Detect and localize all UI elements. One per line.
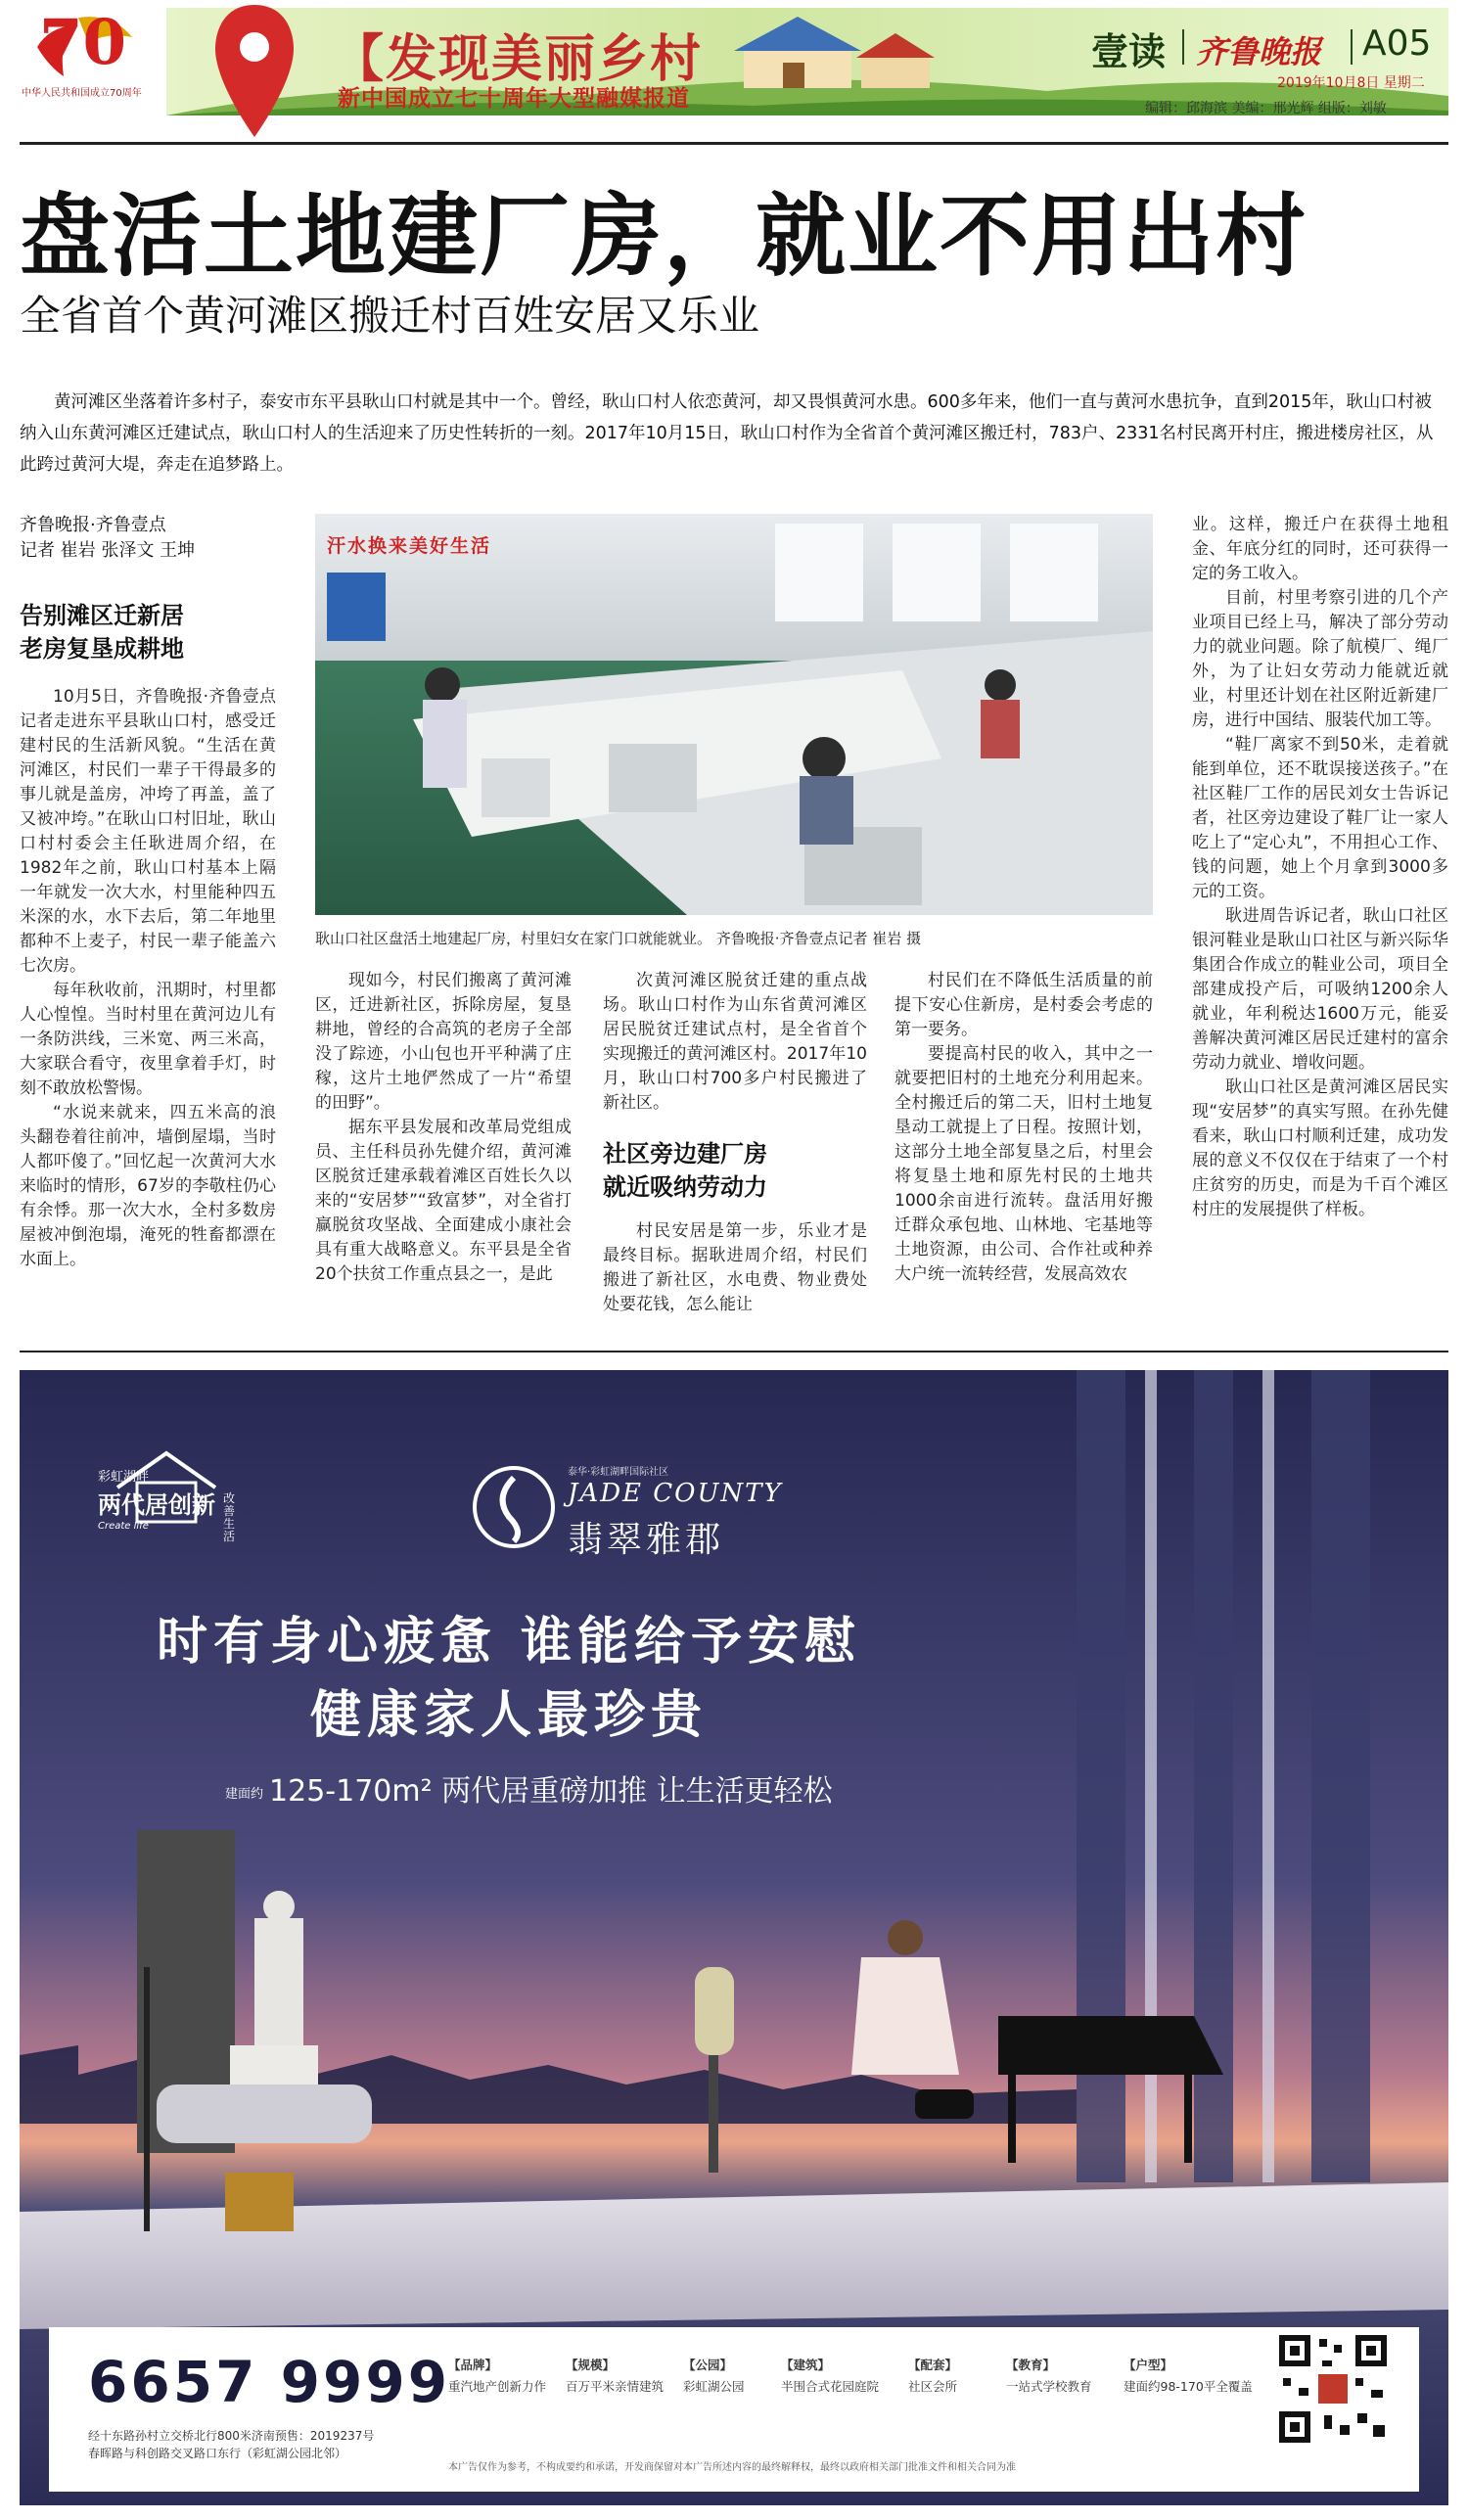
photo-caption: 耿山口社区盘活土地建起厂房，村里妇女在家门口就能就业。 齐鲁晚报·齐鲁壹点记者 崔岩 摄 — [315, 930, 922, 947]
two-generation-living-logo — [98, 1439, 236, 1543]
ad-disclaimer: 本广告仅作为参考，不构成要约和承诺，开发商保留对本广告所述内容的最终解释权，最终以政府相关部门批准文件和相关合同为准 — [448, 2462, 1016, 2473]
feature-tag: 【教育】 — [1006, 2358, 1056, 2372]
logo-project-small: 泰华·彩虹湖畔国际社区 — [568, 1467, 669, 1478]
logo-english-name: JADE COUNTY — [568, 1479, 783, 1508]
feature-text: 一站式学校教育 — [1006, 2379, 1092, 2394]
feature-text: 百万平米亲情建筑 — [566, 2379, 665, 2394]
paragraph: 耿山口社区是黄河滩区居民实现“安居梦”的真实写照。在孙先健看来，耿山口村顺利迁建，成功发展的意义不仅仅在于结束了一个村庄贫穷的历史，而是为千百个滩区村庄的发展提供了样板。 — [1192, 1077, 1448, 1219]
real-estate-advertisement — [20, 1370, 1448, 2505]
paragraph: 业。这样，搬迁户在获得土地租金、年底分红的同时，还可获得一定的务工收入。 — [1192, 515, 1448, 583]
feature-text: 建面约98-170平全覆盖 — [1124, 2379, 1253, 2394]
byline-reporters: 记者 崔岩 张泽文 王坤 — [20, 540, 196, 561]
logo-top-text: 彩虹湖畔 — [98, 1470, 150, 1485]
article-column-3 — [603, 969, 867, 1116]
kicker-relocation: 告别滩区迁新居 老房复垦成耕地 — [20, 602, 184, 663]
sewing-workshop-illustration — [315, 514, 1153, 915]
kicker-factory: 社区旁边建厂房 就近吸纳劳动力 — [603, 1140, 767, 1201]
feature-scale — [566, 2355, 688, 2398]
jade-county-emblem-icon — [470, 1463, 558, 1551]
feature-text: 社区会所 — [908, 2379, 958, 2394]
paragraph: 10月5日，齐鲁晚报·齐鲁壹点记者走进东平县耿山口村，感受迁建村民的生活新风貌。“生活在黄河滩区，村民们一辈子干得最多的事儿就是盖房，冲垮了再盖，盖了又被冲垮。”在耿山口村旧址，耿山口村村委会主任耿进周介绍，在1982年之前，耿山口村基本上隔一年就发一次大水，村里能种四五米深的水，水下去后，第二年地里都种不上麦子，村民一辈子能盖六七次房。 — [20, 687, 276, 976]
top-rule — [20, 142, 1448, 145]
feature-tag: 【规模】 — [566, 2358, 616, 2372]
page-number: A05 — [1362, 23, 1432, 64]
subheadline: 全省首个黄河滩区搬迁村百姓安居又乐业 — [20, 292, 760, 340]
sales-phone[interactable]: 6657 9999 — [88, 2349, 451, 2415]
ad-headline-1: 时有身心疲惫 谁能给予安慰 — [156, 1612, 862, 1672]
paragraph: “水说来就来，四五米高的浪头翻卷着往前冲，墙倒屋塌，当时人都吓傻了。”回忆起一次黄河大水来临时的情形，67岁的李敬柱仍心有余悸。那一次大水，全村多数房屋被冲倒泡塌，淹死的牲畜都漂在水面上。 — [20, 1103, 276, 1269]
issue-date: 2019年10月8日 星期二 — [1277, 75, 1425, 91]
paragraph: 现如今，村民们搬离了黄河滩区，迁进新社区，拆除房屋，复垦耕地，曾经的合高筑的老房子全部没了踪迹，小山包也开平种满了庄稼，这片土地俨然成了一片“希望的田野”。 — [315, 971, 572, 1113]
headline: 盘活土地建厂房，就业不用出村 — [20, 184, 1308, 289]
paragraph: 耿进周告诉记者，耿山口社区银河鞋业是耿山口社区与新兴际华集团合作成立的鞋业公司，项目全部建成投产后，可吸纳1200余人就业，年利税达1600万元，能妥善解决黄河滩区居民迁建村的富余劳动力就业、增收问题。 — [1192, 906, 1448, 1073]
article-column-3b — [603, 1219, 867, 1317]
logo-main-text: 两代居创新 — [98, 1491, 215, 1519]
paragraph: 次黄河滩区脱贫迁建的重点战场。耿山口村作为山东省黄河滩区居民脱贫迁建试点村，是全省首个实现搬迁的黄河滩区村。2017年10月，耿山口村700多户村民搬进了新社区。 — [603, 971, 867, 1113]
wall-slogan: 汗水换来美好生活 — [327, 535, 492, 557]
article-column-4 — [895, 969, 1153, 1287]
article-column-1 — [20, 685, 276, 1272]
feature-tag: 【品牌】 — [448, 2358, 498, 2372]
feature-education — [1006, 2355, 1128, 2398]
paragraph: 目前，村里考察引进的几个产业项目已经上马，解决了部分劳动力的就业问题。除了航模厂、绳厂外，为了让妇女劳动力能就近就业，村里还计划在社区附近新建厂房，进行中国结、服装代加工等。 — [1192, 588, 1448, 730]
feature-tag: 【建筑】 — [781, 2358, 831, 2372]
anniversary-number: 70 — [39, 6, 127, 79]
paragraph: 每年秋收前，汛期时，村里都人心惶惶。当时村里在黄河边儿有一条防洪线，三米宽、两三米高，大家联合看守，夜里拿着手灯，时刻不敢放松警惕。 — [20, 981, 276, 1098]
area-tag: 建面约 — [225, 1787, 264, 1802]
area-offer: 125-170m² 两代居重磅加推 让生活更轻松 — [269, 1774, 833, 1809]
paragraph: 要提高村民的收入，其中之一就要把旧村的土地充分利用起来。全村搬迁后的第二天，旧村土地复垦动工就提上了日程。按照计划，这部分土地全部复垦之后，村里会将复垦土地和原先村民的土地共1000余亩进行流转。盘活用好搬迁群众承包地、山林地、宅基地等土地资源，由公司、合作社或种养大户统一流转经营，发展高效农 — [895, 1044, 1153, 1284]
logo-chinese-name: 翡翠雅郡 — [568, 1520, 725, 1560]
feature-text: 半围合式花园庭院 — [781, 2379, 880, 2394]
ad-headline-3 — [225, 1766, 833, 1810]
divider — [1351, 29, 1353, 65]
feature-text: 重汽地产创新力作 — [448, 2379, 547, 2394]
feature-architecture — [781, 2355, 903, 2398]
location-pin-icon — [210, 0, 298, 147]
jade-county-logo — [470, 1463, 783, 1560]
section-label: 壹读 — [1091, 30, 1167, 73]
logo-english-text: Create life — [98, 1521, 149, 1532]
paragraph: 村民们在不降低生活质量的前提下安心住新房，是村委会考虑的第一要务。 — [895, 971, 1153, 1039]
factory-photo — [315, 514, 1153, 915]
byline-outlet: 齐鲁晚报·齐鲁壹点 — [20, 515, 166, 535]
logo-side-text: 改善生活 — [223, 1491, 236, 1543]
feature-brand — [448, 2355, 571, 2398]
qr-code-icon[interactable] — [1275, 2331, 1391, 2447]
sales-address: 经十东路孙村立交桥北行800米济南预售：2019237号 春晖路与科创路交叉路口东行（彩虹湖公园北邻） — [88, 2429, 375, 2460]
section-rule — [20, 1351, 1448, 1352]
lede-paragraph: 黄河滩区坐落着许多村子，泰安市东平县耿山口村就是其中一个。曾经，耿山口村人依恋黄河，却又畏惧黄河水患。600多年来，他们一直与黄河水患抗争，直到2015年，耿山口村被纳入山东黄河滩区迁建试点，耿山口村人的生活迎来了历史性转折的一刻。2017年10月15日，耿山口村作为全省首个黄河滩区搬迁村，783户、2331名村民离开村庄，搬进楼房社区，从此跨过黄河大堤，奔走在追梦路上。 — [20, 392, 1434, 475]
paragraph: “鞋厂离家不到50米，走着就能到单位，还不耽误接送孩子。”在社区鞋厂工作的居民刘女士告诉记者，社区旁边建设了鞋厂让一家人吃上了“定心丸”，不用担心工作、钱的问题，她上个月拿到3000多元的工资。 — [1192, 735, 1448, 901]
feature-tag: 【户型】 — [1124, 2358, 1173, 2372]
feature-tag: 【配套】 — [908, 2358, 958, 2372]
feature-tag: 【公园】 — [683, 2358, 733, 2372]
paragraph: 村民安居是第一步，乐业才是最终目标。据耿进周介绍，村民们搬进了新社区，水电费、物业费处处要花钱，怎么能让 — [603, 1221, 867, 1314]
byline — [20, 513, 195, 564]
paper-name: 齐鲁晚报 — [1196, 33, 1322, 70]
article-column-5 — [1192, 513, 1448, 1222]
feature-text: 彩虹湖公园 — [683, 2379, 745, 2394]
masthead — [0, 0, 1468, 137]
anniversary-caption: 中华人民共和国成立70周年 — [22, 88, 142, 99]
banner-title: 【发现美丽乡村 — [333, 30, 704, 89]
divider — [1182, 29, 1184, 65]
ad-headline-2: 健康家人最珍贵 — [309, 1685, 708, 1745]
feature-floorplan — [1124, 2355, 1256, 2398]
editor-credits: 编辑：邱海滨 美编：邢光辉 组版：刘敏 — [1145, 101, 1387, 116]
paragraph: 据东平县发展和改革局党组成员、主任科员孙先健介绍，黄河滩区脱贫迁建承载着滩区百姓长久以来的“安居梦”“致富梦”，对全省打赢脱贫攻坚战、全面建成小康社会具有重大战略意义。东平县是全省20个扶贫工作重点县之一，是此 — [315, 1118, 572, 1284]
article-column-2 — [315, 969, 572, 1287]
banner-subtitle: 新中国成立七十周年大型融媒报道 — [338, 86, 690, 112]
farmhouse-icon — [714, 12, 940, 90]
